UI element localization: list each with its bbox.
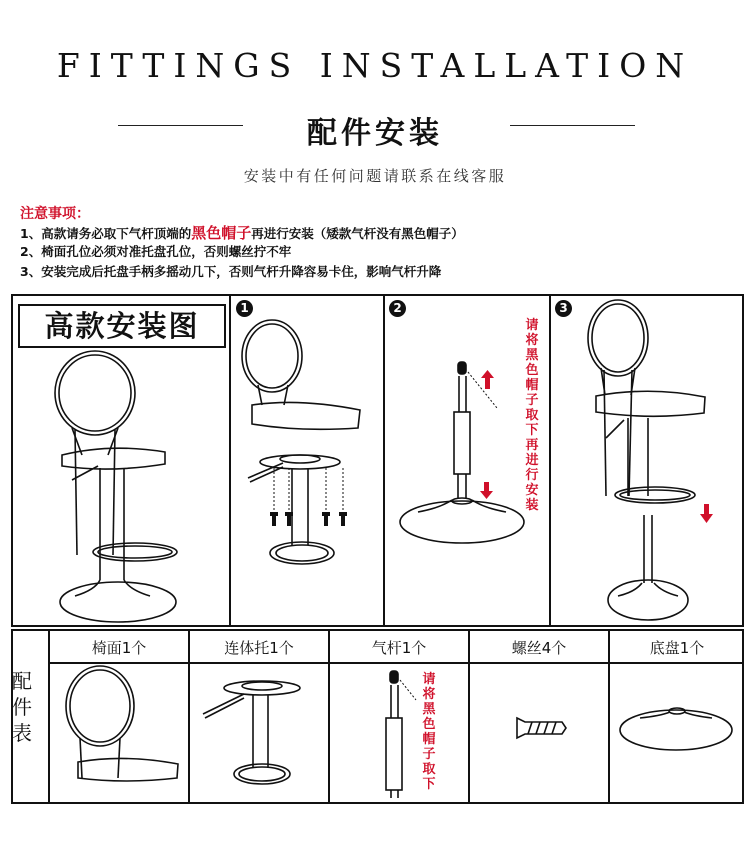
- notice-item-1-before: 1、高款请务必取下气杆顶端的: [20, 226, 192, 241]
- part-label-gas-lift: 气杆1个: [371, 639, 427, 657]
- part-screw-drawing: [517, 718, 566, 738]
- step-3-number: 3: [555, 300, 572, 317]
- notice-item-3: 3、安装完成后托盘手柄多摇动几下，否则气杆升降容易卡住，影响气杆升降: [20, 264, 442, 279]
- gas-lift-note: 请将黑色帽子取下: [422, 672, 436, 792]
- part-gas-lift-guide-line: [400, 680, 416, 700]
- page-subtitle: 安装中有任何问题请联系在线客服: [243, 167, 507, 185]
- notice-heading: 注意事项：: [20, 206, 90, 222]
- notice-item-2: 2、椅面孔位必须对准托盘孔位，否则螺丝拧不牢: [20, 244, 292, 259]
- part-base-drawing: [620, 708, 732, 750]
- parts-side-label: 配件表: [12, 669, 32, 745]
- part-label-base: 底盘1个: [649, 639, 705, 657]
- part-tray-drawing: [203, 681, 300, 784]
- part-label-screws: 螺丝4个: [511, 639, 567, 657]
- page-title-english: FITTINGS INSTALLATION: [56, 46, 694, 85]
- panel-title: 高款安装图: [18, 304, 226, 348]
- part-seat-drawing: [66, 666, 178, 781]
- part-label-tray: 连体托1个: [224, 639, 294, 657]
- step-2-note: 请将黑色帽子取下再进行安装: [525, 318, 539, 513]
- part-gas-lift-drawing: [386, 671, 402, 798]
- part-label-seat: 椅面1个: [91, 639, 147, 657]
- step-1-number: 1: [236, 300, 253, 317]
- step-2-number: 2: [389, 300, 406, 317]
- notice-item-1-after: 再进行安装（矮款气杆没有黑色帽子）: [251, 226, 464, 241]
- notice-item-1-highlight: 黑色帽子: [191, 224, 252, 242]
- page-title-chinese: 配件安装: [307, 116, 443, 151]
